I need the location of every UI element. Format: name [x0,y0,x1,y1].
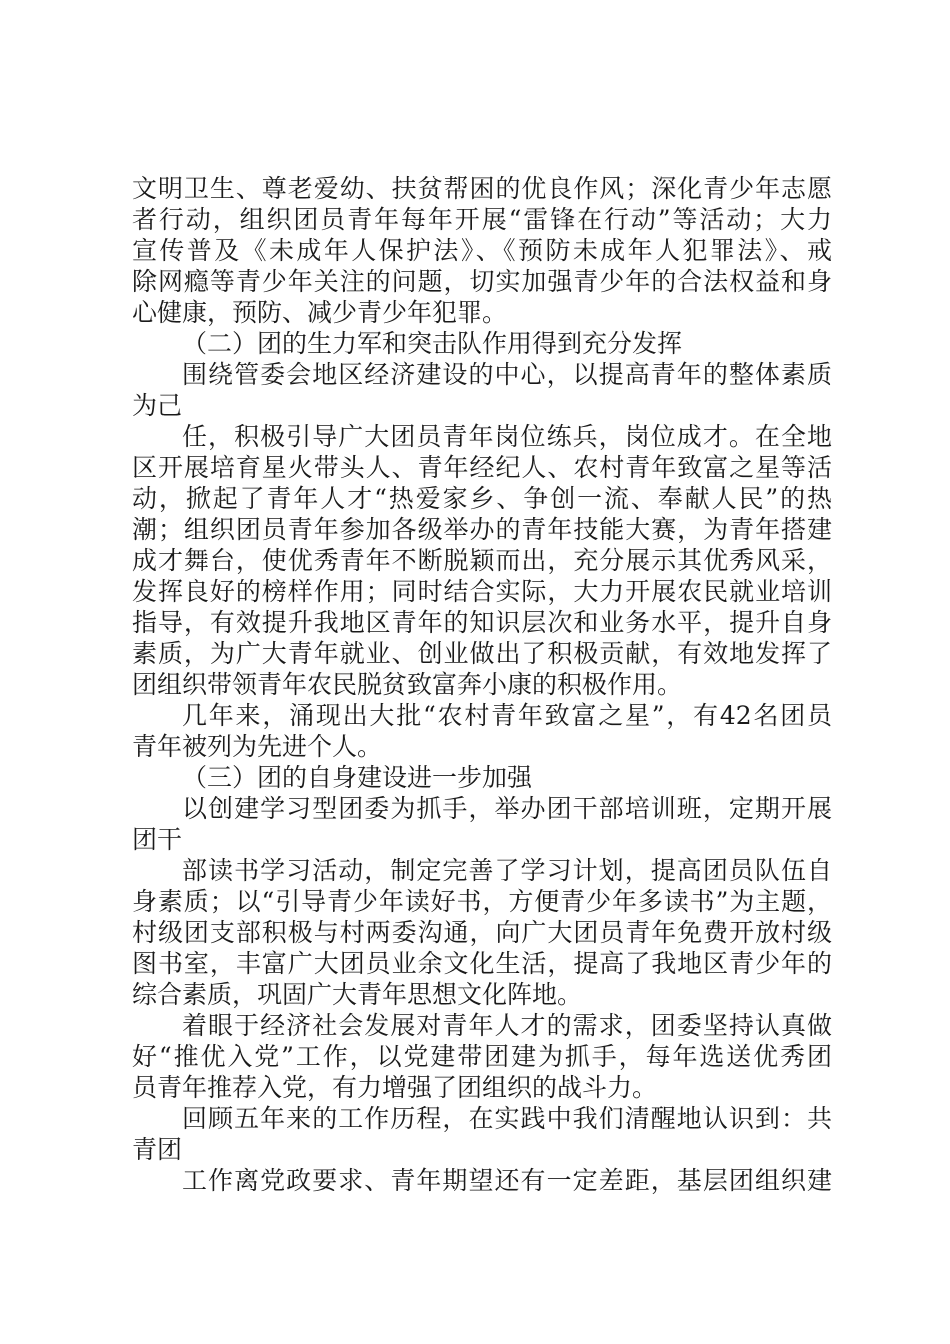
text-line: 综合素质，巩固广大青年思想文化阵地。 [132,980,583,1009]
text-line: 身素质；以“引导青少年读好书，方便青少年多读书”为主题， [132,887,832,916]
text-line: 员青年推荐入党，有力增强了团组织的战斗力。 [132,1073,658,1102]
text-line: 村级团支部积极与村两委沟通，向广大团员青年免费开放村级 [132,918,832,947]
text-line: 围绕管委会地区经济建设的中心，以提高青年的整体素质 [182,360,832,389]
text-line: 工作离党政要求、青年期望还有一定差距，基层团组织建 [182,1166,832,1195]
text-line: 区开展培育星火带头人、青年经纪人、农村青年致富之星等活 [132,453,832,482]
text-line: 回顾五年来的工作历程，在实践中我们清醒地认识到：共 [182,1104,832,1133]
text-line: 青年被列为先进个人。 [132,732,383,761]
text-line: 心健康，预防、减少青少年犯罪。 [132,298,508,327]
text-line: 青团 [132,1135,183,1164]
text-line: 指导，有效提升我地区青年的知识层次和业务水平，提升自身 [132,608,832,637]
text-line: 团组织带领青年农民脱贫致富奔小康的积极作用。 [132,670,683,699]
text-line: 成才舞台，使优秀青年不断脱颖而出，充分展示其优秀风采， [132,546,832,575]
text-line: 文明卫生、尊老爱幼、扶贫帮困的优良作风；深化青少年志愿 [132,174,832,203]
text-line: （二）团的生力军和突击队作用得到充分发挥 [182,329,683,358]
text-line: 者行动，组织团员青年每年开展“雷锋在行动”等活动；大力 [132,205,832,234]
text-line: 团干 [132,825,183,854]
text-line: 为己 [132,391,183,420]
text-line: 图书室，丰富广大团员业余文化生活，提高了我地区青少年的 [132,949,832,978]
text-line: 除网瘾等青少年关注的问题，切实加强青少年的合法权益和身 [132,267,832,296]
text-line: 以创建学习型团委为抓手，举办团干部培训班，定期开展 [182,794,832,823]
text-line: 素质，为广大青年就业、创业做出了积极贡献，有效地发挥了 [132,639,832,668]
text-line: 几年来，涌现出大批“农村青年致富之星”，有42名团员 [182,701,833,730]
text-line: （三）团的自身建设进一步加强 [182,763,533,792]
text-line: 着眼于经济社会发展对青年人才的需求，团委坚持认真做 [182,1011,832,1040]
text-line: 任，积极引导广大团员青年岗位练兵，岗位成才。在全地 [182,422,832,451]
text-line: 部读书学习活动，制定完善了学习计划，提高团员队伍自 [182,856,832,885]
text-line: 发挥良好的榜样作用；同时结合实际，大力开展农民就业培训 [132,577,832,606]
text-line: 好“推优入党”工作，以党建带团建为抓手，每年选送优秀团 [132,1042,832,1071]
text-line: 潮；组织团员青年参加各级举办的青年技能大赛，为青年搭建 [132,515,832,544]
text-line: 动，掀起了青年人才“热爱家乡、争创一流、奉献人民”的热 [132,484,832,513]
text-line: 宣传普及《未成年人保护法》、《预防未成年人犯罪法》、戒 [132,236,832,265]
document-body [132,173,832,1196]
